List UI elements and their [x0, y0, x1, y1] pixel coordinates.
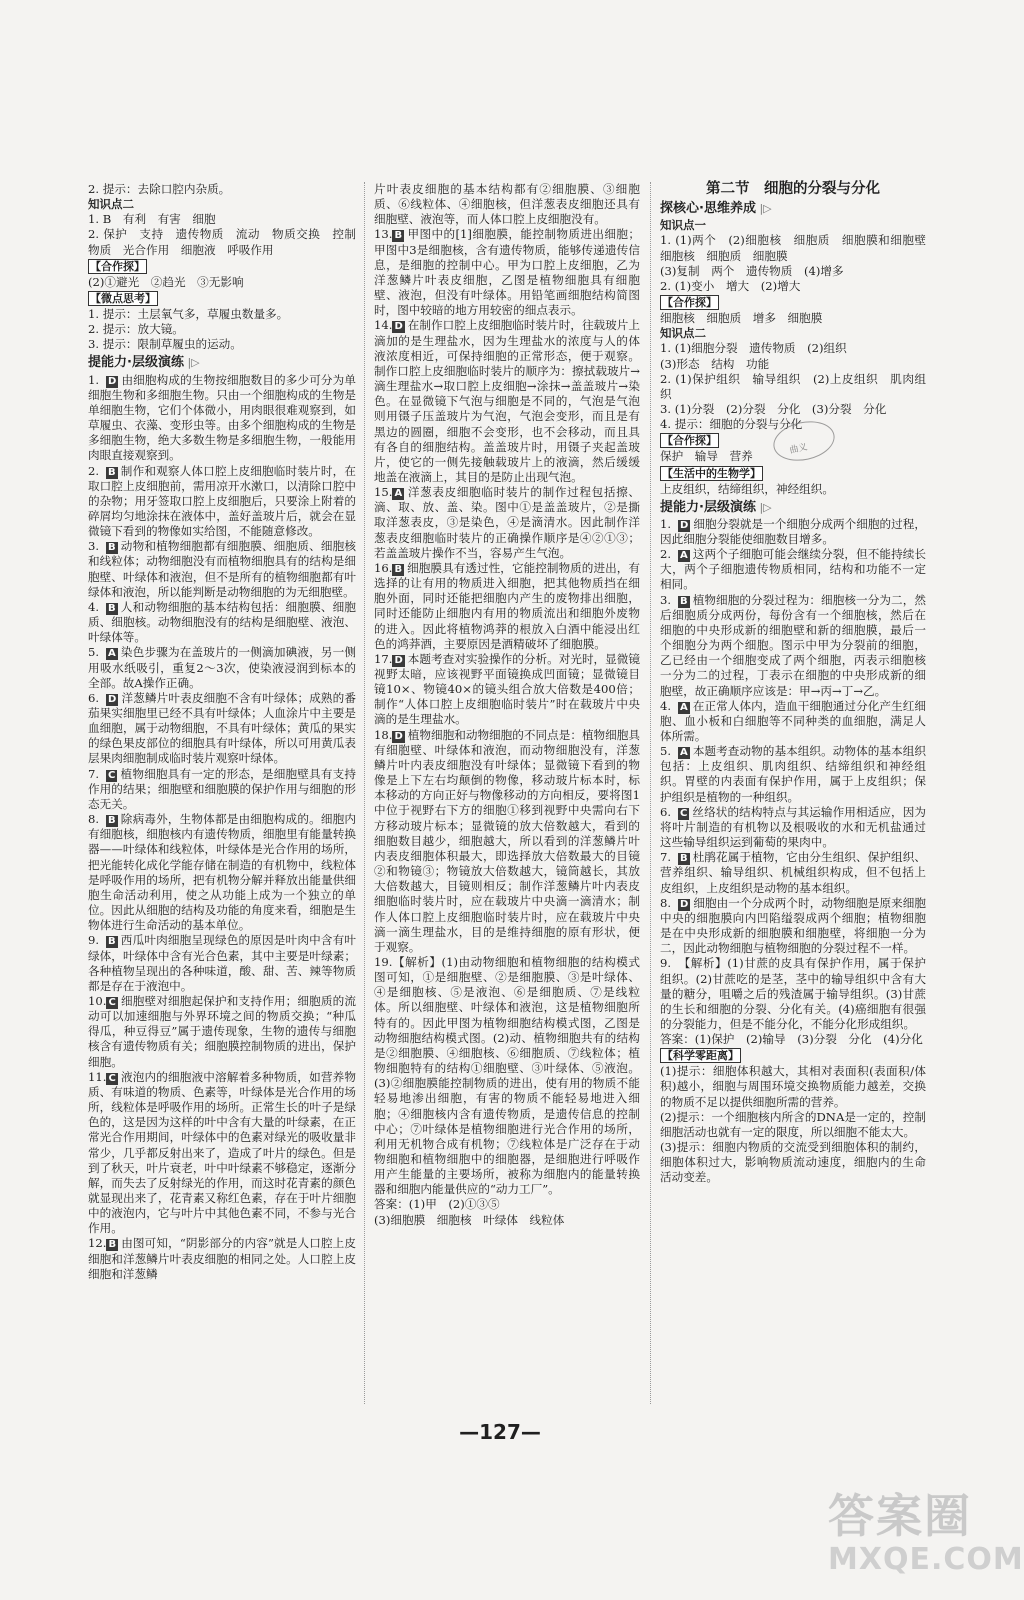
explanation-text: 植物细胞具有一定的形态，是细胞壁具有支持作用的结果；细胞壁和细胞膜的保护作用与细胞的形态无关。	[88, 766, 356, 811]
analysis-label: 【解析】	[678, 956, 728, 971]
answer-choice: A	[108, 648, 116, 660]
question-number: 8.	[88, 812, 100, 827]
answer-line: 4. 提示：细胞的分裂与分化	[660, 417, 803, 432]
answer-choice: D	[394, 321, 403, 333]
question-item	[660, 593, 926, 699]
answer-line: (2)提示：一个细胞核内所含的DNA是一定的，控制细胞活动也就有一定的限度，所以细胞不能太大。	[660, 1109, 926, 1139]
tag-row	[660, 465, 926, 482]
question-item	[88, 691, 356, 767]
explanation-text: 由图可知，“阴影部分的内容”就是人口腔上皮细胞和洋葱鳞片叶表皮细胞的相同之处。人口腔上皮细胞和洋葱鳞	[88, 1236, 356, 1281]
answer-choice: A	[680, 701, 688, 713]
explanation-text: 液泡内的细胞液中溶解着多种物质，如营养物质、有味道的物质、色素等，叶绿体是光合作用的场所，线粒体是呼吸作用的场所。正常生长的叶子是绿色的，这是因为这样的叶中含有大量的叶绿素，在正常光合作用期间，叶绿体中的色素对绿光的吸收量非常少，几乎都反射出来了，造成了叶片的绿色。但是到了秋天，叶片衰老，叶中叶绿素不够稳定，逐渐分解，而失去了反射绿光的作用，而这时花青素的颜色就显现出来了，花青素又称红色素，存在于叶片细胞中的液泡内，它与叶片中其他色素不同，不参与光合作用。	[88, 1069, 356, 1236]
explanation-text: (1)甘蔗的皮具有保护作用，属于保护组织。(2)甘蔗吃的是茎，茎中的输导组织中含有大量的糖分，咀嚼之后的残渣属于输导组织。(3)甘蔗的生长和细胞的分裂、分化有关。(4)癌细胞有很强的分裂能力，但是不能分化，不能分化形成组织。	[660, 956, 926, 1031]
answer-line: 1. 提示：土层氧气多，草履虫数量多。	[88, 306, 289, 321]
answer-choice: B	[394, 563, 403, 575]
knowledge-point-heading: 知识点二	[660, 326, 706, 341]
explanation-text: 甲图中的[1]细胞膜，能控制物质进出细胞；甲图中3是细胞核，含有遗传物质，能够传递遗传信息，是细胞的控制中心。甲为口腔上皮细胞，乙为洋葱鳞片叶表皮细胞，乙图是植物细胞具有细胞壁、液泡，但没有叶绿体。用铅笔画细胞结构简图时，图中较暗的地方用较密的细点表示。	[374, 227, 640, 318]
question-item	[88, 767, 356, 812]
question-item	[660, 547, 926, 592]
answer-line: 2. (1)保护组织 输导组织 (2)上皮组织 肌肉组织	[660, 371, 926, 401]
explanation-text: 本题考查动物的基本组织。动物体的基本组织包括：上皮组织、肌肉组织、结缔组织和神经组织。胃壁的内表面有保护作用，属于上皮组织；保护组织是植物的一种组织。	[660, 744, 926, 804]
tag-row	[660, 1047, 926, 1064]
explanation-text: 人和动物细胞的基本结构包括：细胞膜、细胞质、细胞核。动物细胞没有的结构是细胞壁、液泡、叶绿体等。	[88, 599, 356, 645]
explanation-text: 西瓜叶肉细胞呈现绿色的原因是叶肉中含有叶绿体，叶绿体中含有光合色素，其中主要是叶绿素；各种植物呈现出的各种味道，酸、甜、苦、辣等物质都是存在于液泡中。	[88, 933, 356, 993]
answer-choice: B	[108, 1239, 117, 1251]
section-tag: 【科学零距离】	[662, 1049, 739, 1063]
question-number: 1.	[660, 516, 672, 531]
answer-choice: B	[108, 542, 116, 554]
question-number: 9.	[88, 933, 100, 948]
section-tag: 【微点思考】	[90, 291, 156, 305]
question-item	[374, 955, 640, 1198]
answer-choice: C	[108, 769, 116, 781]
question-item	[660, 517, 926, 547]
question-item	[88, 812, 356, 933]
explanation-text: 除病毒外，生物体都是由细胞构成的。细胞内有细胞核，细胞核内有遗传物质，细胞里有能量转换器——叶绿体和线粒体，叶绿体是光合作用的场所，把光能转化成化学能存储在制造的有机物中，线粒体是呼吸作用的场所，把有机物分解并释放出能量供细胞生命活动利用，使之从功能上成为一个独立的单位。因此从细胞的结构及功能的角度来看，细胞是生物体进行生命活动的基本单位。	[88, 812, 356, 933]
explanation-text: 细胞膜具有透过性，它能控制物质的进出，有选择的让有用的物质进入细胞，把其他物质挡在细胞外面，同时还能把细胞内产生的废物排出细胞，同时还能防止细胞内有用的物质流出和细胞外废物的进入。因此将植物鸿莽的根放入白酒中能浸出红色的鸿莽酒，主要原因是酒精破坏了细胞膜。	[374, 560, 640, 651]
answer-line: (3)细胞膜 细胞核 叶绿体 线粒体	[374, 1212, 565, 1227]
answer-line: 细胞核 细胞质 增多 细胞膜	[660, 311, 823, 326]
tag-row	[660, 294, 926, 311]
question-item	[660, 744, 926, 805]
question-item	[374, 227, 640, 318]
answer-choice: D	[108, 693, 117, 705]
watermark-url: MXQE.COM	[828, 1542, 1024, 1577]
answer-line: 3. (1)分裂 (2)分裂 分化 (3)分裂 分化	[660, 402, 887, 417]
section-tag: 【生活中的生物学】	[662, 466, 761, 480]
answer-line: 片叶表皮细胞的基本结构都有②细胞膜、③细胞质、⑥线粒体、④细胞核，但洋葱表皮细胞还具有细胞壁、液泡等，而人体口腔上皮细胞没有。	[374, 182, 640, 227]
section-tag: 【合作探】	[90, 259, 145, 273]
question-number: 5.	[88, 645, 100, 660]
question-item	[88, 539, 356, 600]
question-number: 16.	[374, 560, 393, 575]
question-number: 4.	[660, 698, 672, 713]
answer-line: (3)复制 两个 遗传物质 (4)增多	[660, 263, 844, 278]
column-divider	[364, 182, 365, 1404]
explanation-text: 制作和观察人体口腔上皮细胞临时装片时，在取口腔上皮细胞前，需用凉开水漱口，以清除口腔中的杂物；用牙签取口腔上皮细胞后，只要涂上附着的碎屑均匀地涂抹在液体中，盖好盖玻片后，就会在显微镜下看到的物像如实给图，不能随意修改。	[88, 463, 356, 539]
watermark-brand: 答案圈	[828, 1489, 972, 1543]
question-number: 7.	[88, 766, 100, 781]
explanation-text: 植物细胞的分裂过程为：细胞核一分为二，然后细胞质分成两份，每份含有一个细胞核，然后在细胞的中央形成新的细胞壁和新的细胞膜，最后一个细胞分为两个细胞。图示中甲为分裂前的细胞，乙已经由一个细胞变成了两个细胞，丙表示细胞核一分为二的过程，丁表示在细胞的中央形成新的细胞壁，故正确顺序应该是：甲→丙→丁→乙。	[660, 592, 926, 698]
answer-choice: D	[680, 519, 689, 531]
section-heading: 提能力·层级演练 |▷	[660, 500, 926, 515]
explanation-text: 植物细胞和动物细胞的不同点是：植物细胞具有细胞壁、叶绿体和液泡，而动物细胞没有，洋葱鳞片叶内表皮细胞没有叶绿体；显微镜下看到的物像是上下左右均颠倒的物像，移动玻片标本时，标本移动的方向正好与物像移动的方向相反，要将图1中位于视野右下方的细胞①移到视野中央需向右下方移动玻片标本；显微镜的放大倍数越大，看到的细胞数目越少，细胞越大，所以看到的洋葱鳞片叶内表皮细胞体积最大，即选择放大倍数最大的目镜②和物镜③；物镜放大倍数越大，镜筒越长，其放大倍数越大，目镜则相反；制作洋葱鳞片叶内表皮细胞临时装片时，应在载玻片中央滴一滴清水；制作人体口腔上皮细胞临时装片时，应在载玻片中央滴一滴生理盐水，目的是维持细胞的原有形状，便于观察。	[374, 727, 640, 954]
page-number: —127—	[459, 1420, 541, 1444]
question-item	[374, 728, 640, 955]
question-item	[374, 318, 640, 485]
explanation-text: 染色步骤为在盖玻片的一侧滴加碘液，另一侧用吸水纸吸引，重复2～3次，使染液浸润到标本的全部。故A操作正确。	[88, 645, 356, 690]
answer-line: 答案：(1)甲 (2)①③⑤	[374, 1197, 500, 1212]
answer-line: 1. (1)细胞分裂 遗传物质 (2)组织	[660, 341, 847, 356]
question-number: 3.	[88, 539, 100, 554]
answer-choice: B	[108, 815, 116, 827]
knowledge-point-heading: 知识点二	[88, 197, 134, 212]
explanation-text: 动物和植物细胞都有细胞膜、细胞质、细胞核和线粒体；动物细胞没有而植物细胞具有的结构是细胞壁、叶绿体和液泡，但不是所有的植物细胞都有叶绿体和液泡，所以能判断是动物细胞的为无细胞壁。	[88, 539, 356, 599]
question-item	[88, 933, 356, 994]
answer-line: 1. B 有利 有害 细胞	[88, 212, 216, 227]
question-number: 7.	[660, 850, 672, 865]
question-number: 13.	[374, 227, 393, 242]
question-number: 1.	[88, 372, 100, 387]
explanation-text: 洋葱表皮细胞临时装片的制作过程包括擦、滴、取、放、盖、染。图中①是盖盖玻片，②是撕取洋葱表皮，③是染色，④是滴清水。因此制作洋葱表皮细胞临时装片的正确操作顺序是④②①③；若盖盖玻片操作不当，容易产生气泡。	[374, 485, 640, 560]
question-number: 4.	[88, 599, 100, 614]
answer-choice: C	[108, 996, 116, 1008]
answer-choice: B	[108, 602, 116, 614]
analysis-label: 【解析】	[392, 954, 442, 969]
answer-choice: B	[108, 466, 116, 478]
answer-choice: B	[394, 230, 403, 242]
explanation-text: (1)由动物细胞和植物细胞的结构模式图可知，①是细胞壁、②是细胞膜、③是叶绿体、④是细胞核、⑤是液泡、⑥是细胞质、⑦是线粒体。所以细胞壁、叶绿体和液泡，这是植物细胞所特有的。因此甲图为植物细胞结构模式图，乙图是动物细胞结构模式图。(2)动、植物细胞共有的结构是②细胞膜、④细胞核、⑥细胞质、⑦线粒体；植物细胞特有的结构①细胞壁、③叶绿体、⑤液泡。(3)②细胞膜能控制物质的进出，使有用的物质不能轻易地渗出细胞，有害的物质不能轻易地进入细胞；④细胞核内含有遗传物质，是遗传信息的控制中心；⑦叶绿体是植物细胞进行光合作用的场所，利用无机物合成有机物；⑦线粒体是广泛存在于动物细胞和植物细胞中的细胞器，是细胞进行呼吸作用产生能量的主要场所，被称为细胞内的能量转换器和细胞内能量供应的“动力工厂”。	[374, 954, 640, 1197]
question-number: 2.	[660, 547, 672, 562]
question-number: 12.	[88, 1236, 107, 1251]
answer-line: 2. (1)变小 增大 (2)增大	[660, 278, 801, 293]
answer-choice: A	[680, 550, 688, 562]
question-item	[374, 485, 640, 561]
answer-choice: D	[680, 898, 689, 910]
answer-line: 上皮组织，结缔组织，神经组织。	[660, 481, 834, 496]
tag-row	[88, 258, 356, 275]
answer-choice: B	[108, 936, 116, 948]
explanation-text: 由细胞构成的生物按细胞数目的多少可分为单细胞生物和多细胞生物。只由一个细胞构成的生物是单细胞生物，它们个体微小，用肉眼很难观察到，如草履虫、衣藻、变形虫等。由多个细胞构成的生物是多细胞生物，绝大多数生物是多细胞生物，一般能用肉眼直接观察到。	[88, 372, 356, 463]
question-number: 10.	[88, 993, 107, 1008]
explanation-text: 这两个子细胞可能会继续分裂，但不能持续长大，两个子细胞遗传物质相同，结构和功能不一定相同。	[660, 547, 926, 592]
stamp-text: 曲义	[788, 442, 809, 457]
question-number: 3.	[660, 592, 672, 607]
answer-line: 2. 提示：放大镜。	[88, 322, 184, 337]
answer-line: 1. (1)两个 (2)细胞核 细胞质 细胞膜和细胞壁 细胞核 细胞质 细胞膜	[660, 233, 938, 263]
answer-choice: A	[394, 488, 403, 500]
tag-row	[88, 290, 356, 307]
question-number: 2.	[88, 463, 100, 478]
question-number: 6.	[660, 804, 672, 819]
question-item	[374, 561, 640, 652]
question-item	[88, 373, 356, 464]
explanation-text: 洋葱鳞片叶表皮细胞不含有叶绿体；成熟的番茄果实细胞里已经不具有叶绿体；人血涂片中主要是血细胞，属于动物细胞，不具有叶绿体；黄瓜的果实的绿色果皮部位的细胞具有叶绿体，所以可用黄瓜表层果肉细胞制成临时装片观察叶绿体。	[88, 690, 356, 766]
section-heading: 探核心·思维养成 |▷	[660, 201, 926, 216]
answer-line: (2)①避光 ②趋光 ③无影响	[88, 274, 244, 289]
answer-choice: B	[680, 595, 688, 607]
answer-line: 2. 保护 支持 遗传物质 流动 物质交换 控制物质 光合作用 细胞液 呼吸作用	[88, 227, 356, 257]
knowledge-point-heading: 知识点一	[660, 218, 706, 233]
answer-line: 2. 提示：去除口腔内杂质。	[88, 182, 231, 196]
question-item	[88, 645, 356, 690]
column-middle	[374, 182, 640, 1228]
answer-line: 保护 输导 营养	[660, 449, 753, 464]
answer-line: 答案：(1)保护 (2)输导 (3)分裂 分化 (4)分化	[660, 1032, 923, 1047]
question-number: 19.	[374, 954, 393, 969]
question-number: 9.	[660, 956, 672, 971]
answer-choice: C	[108, 1072, 116, 1084]
question-item	[660, 850, 926, 895]
explanation-text: 细胞由一个分成两个时，动物细胞是原来细胞中央的细胞膜向内凹陷缢裂成两个细胞；植物细胞是在中央形成新的细胞膜和细胞壁，将细胞一分为二，因此动物细胞与植物细胞的分裂过程不一样。	[660, 895, 926, 956]
explanation-text: 细胞分裂就是一个细胞分成两个细胞的过程，因此细胞分裂能使细胞数目增多。	[660, 516, 926, 546]
answer-choice: D	[394, 654, 403, 666]
answer-line: (3)形态 结构 功能	[660, 356, 770, 371]
explanation-text: 丝络状的结构特点与其运输作用相适应，因为将叶片制造的有机物以及根吸收的水和无机盐通过这些输导组织运到葡萄的果肉中。	[660, 804, 926, 850]
question-number: 11.	[88, 1069, 107, 1084]
section-tag: 【合作探】	[662, 434, 717, 448]
question-number: 18.	[374, 727, 393, 742]
column-divider	[650, 182, 651, 1404]
answer-choice: A	[680, 747, 688, 759]
question-number: 8.	[660, 895, 672, 910]
question-item	[660, 699, 926, 744]
question-number: 15.	[374, 485, 393, 500]
answer-line: (3)提示：细胞内物质的交流受到细胞体积的制约，细胞体积过大，影响物质流动速度，细胞内的生命活动变差。	[660, 1140, 926, 1185]
answer-choice: B	[680, 853, 688, 865]
question-item	[660, 896, 926, 957]
question-item	[88, 1236, 356, 1281]
question-item	[88, 1070, 356, 1237]
question-item	[88, 600, 356, 645]
answer-line: (1)提示：细胞体积越大，其相对表面积(表面积/体积)越小，细胞与周围环境交换物质能力越差，交换的物质不足以提供细胞所需的营养。	[660, 1064, 926, 1109]
question-item	[660, 805, 926, 850]
question-number: 5.	[660, 744, 672, 759]
explanation-text: 细胞壁对细胞起保护和支持作用；细胞质的流动可以加速细胞与外界环境之间的物质交换；“种瓜得瓜，种豆得豆”属于遗传现象，生物的遗传与细胞核含有遗传物质有关；细胞膜控制物质的进出，保护细胞。	[88, 993, 356, 1069]
explanation-text: 在制作口腔上皮细胞临时装片时，往载玻片上滴加的是生理盐水，因为生理盐水的浓度与人的体液浓度相近，可保持细胞的正常形态，便于观察。制作口腔上皮细胞临时装片的顺序为：擦拭载玻片→滴生理盐水→取口腔上皮细胞→涂抹→盖盖玻片→染色。在显微镜下气泡与细胞是不同的，气泡是气泡则用镊子压盖玻片为气泡，气泡会变形，而且是有黑边的圆圈，细胞不会变形，也不会移动，而且具有各自的细胞结构。盖盖玻片时，用镊子夹起盖玻片，使它的一侧先接触载玻片上的液滴，然后缓缓地盖在液滴上，其目的是防止出现气泡。	[374, 318, 640, 484]
section-heading: 提能力·层级演练 |▷	[88, 355, 356, 370]
section-tag: 【合作探】	[662, 296, 717, 310]
answer-choice: D	[108, 375, 117, 387]
question-number: 6.	[88, 690, 100, 705]
column-left	[88, 182, 356, 1282]
explanation-text: 本题考查对实验操作的分析。对光时，显微镜视野太暗，应该视野平面镜换成凹面镜；显微镜目镜10×、物镜40×的镜头组合放大倍数是400倍；制作“人体口腔上皮细胞临时装片”时在载玻片中央滴的是生理盐水。	[374, 651, 640, 727]
watermark-logo	[828, 1480, 1024, 1590]
question-item	[88, 994, 356, 1070]
question-number: 17.	[374, 651, 393, 666]
question-item	[660, 956, 926, 1032]
column-right	[660, 181, 938, 1186]
explanation-text: 杜鹃花属于植物，它由分生组织、保护组织、营养组织、输导组织、机械组织构成，但不包括上皮组织，上皮组织是动物的基本组织。	[660, 850, 926, 895]
question-number: 14.	[374, 318, 393, 333]
answer-choice: C	[680, 807, 688, 819]
answer-line: 3. 提示：限制草履虫的运动。	[88, 337, 242, 352]
explanation-text: 在正常人体内，造血干细胞通过分化产生红细胞、血小板和白细胞等不同种类的血细胞，满足人体所需。	[660, 698, 926, 743]
chapter-title: 第二节 细胞的分裂与分化	[706, 181, 880, 197]
question-item	[374, 652, 640, 728]
question-item	[88, 464, 356, 540]
answer-choice: D	[394, 730, 403, 742]
